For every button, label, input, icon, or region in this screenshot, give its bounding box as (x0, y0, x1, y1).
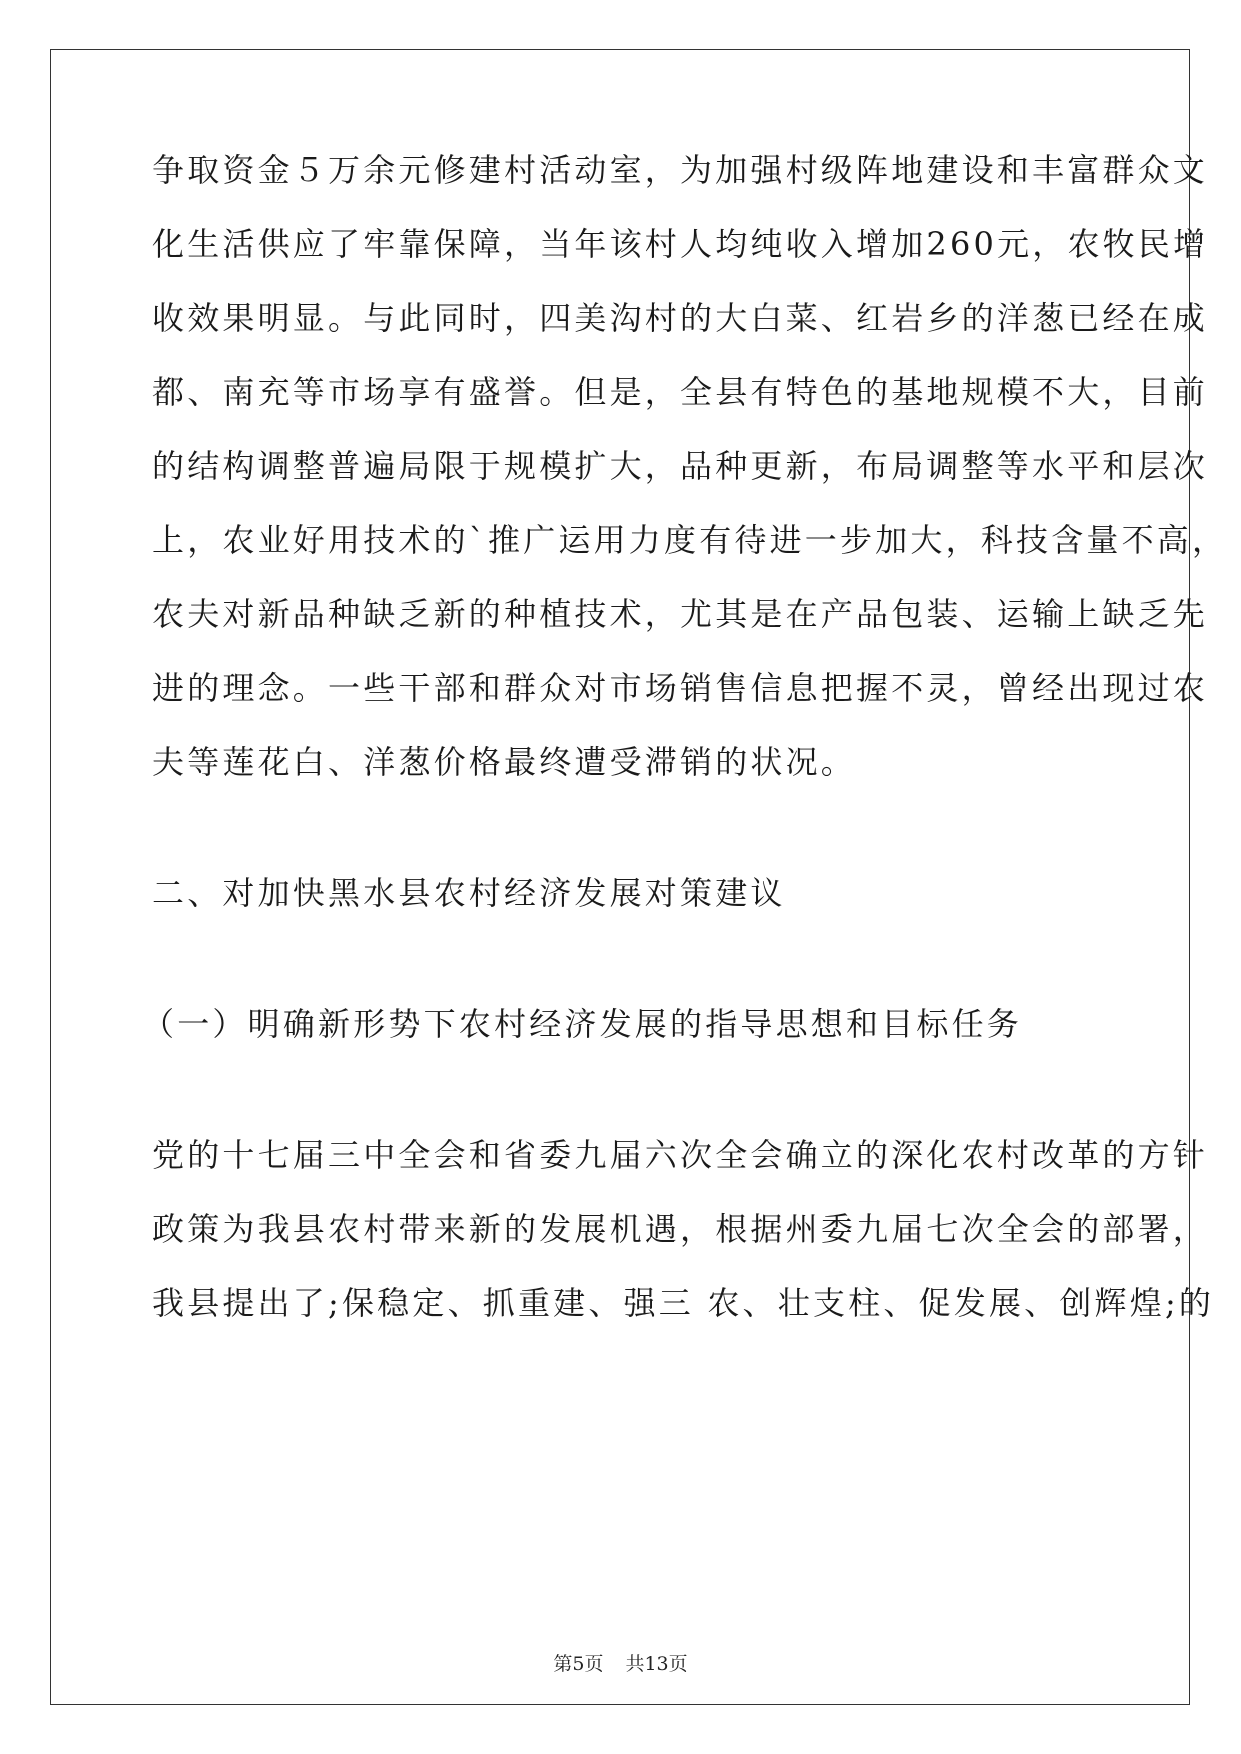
body-line: 化生活供应了牢靠保障，当年该村人均纯收入增加260元，农牧民增 (152, 225, 1209, 263)
subsection-heading: （一）明确新形势下农村经济发展的指导思想和目标任务 (142, 1005, 1023, 1043)
body-line: 农夫对新品种缺乏新的种植技术，尤其是在产品包装、运输上缺乏先 (152, 595, 1209, 633)
body-line: 的结构调整普遍局限于规模扩大，品种更新，布局调整等水平和层次 (152, 447, 1209, 485)
body-line: 都、南充等市场享有盛誉。但是，全县有特色的基地规模不大，目前 (152, 373, 1209, 411)
page-total: 共13页 (625, 1653, 688, 1675)
body-line: 我县提出了;保稳定、抓重建、强三 农、壮支柱、促发展、创辉煌;的 (152, 1284, 1215, 1322)
body-line: 争取资金５万余元修建村活动室，为加强村级阵地建设和丰富群众文 (152, 151, 1209, 189)
page-footer (0, 1652, 1241, 1676)
body-line: 党的十七届三中全会和省委九届六次全会确立的深化农村改革的方针 (152, 1136, 1209, 1174)
body-line: 收效果明显。与此同时，四美沟村的大白菜、红岩乡的洋葱已经在成 (152, 299, 1209, 337)
body-line: 上，农业好用技术的`推广运用力度有待进一步加大，科技含量不高， (152, 521, 1228, 559)
section-heading: 二、对加快黑水县农村经济发展对策建议 (152, 874, 786, 912)
body-line: 进的理念。一些干部和群众对市场销售信息把握不灵，曾经出现过农 (152, 669, 1209, 707)
body-line: 夫等莲花白、洋葱价格最终遭受滞销的状况。 (152, 743, 857, 781)
body-line: 政策为我县农村带来新的发展机遇，根据州委九届七次全会的部署， (152, 1210, 1209, 1248)
page-number: 第5页 (553, 1653, 604, 1675)
